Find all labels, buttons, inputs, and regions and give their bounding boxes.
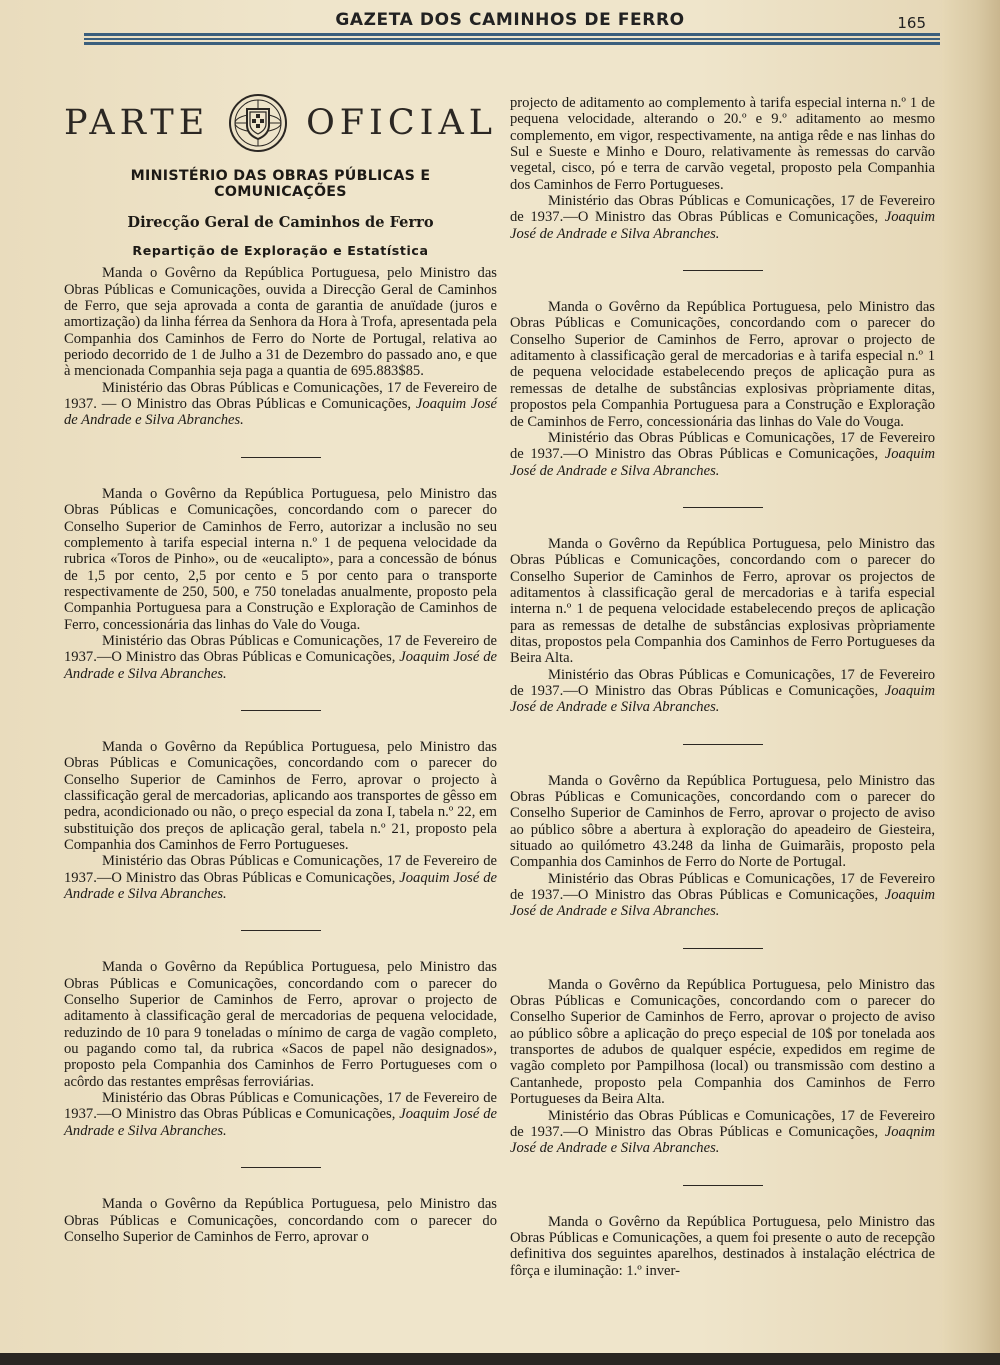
decree-dateline: Ministério das Obras Públicas e Comunicações, 17 de Fevereiro de 1937.—O Ministro das Obras Públicas e Comunicações, Joaquim José de Andrade e Silva Abranches. (64, 853, 498, 903)
left-column (64, 88, 497, 1245)
decree-dateline: Ministério das Obras Públicas e Comunicações, 17 de Fevereiro de 1937. — O Ministro das Obras Públicas e Comunicações, Joaquim José de Andrade e Silva Abranches. (64, 379, 497, 429)
page-gutter (942, 0, 1000, 1365)
department-heading: Repartição de Exploração e Estatística (132, 243, 429, 259)
decree-body: Manda o Govêrno da República Portuguesa, pelo Ministro das Obras Públicas e Comunicações, ouvida a Direcção Geral de Caminhos de Ferro, que seja aprovada a conta de garantia de anuïdade (juros e amortização) da linha férrea da Senhora da Hora à Trofa, apresentada pela Companhia dos Caminhos de Ferro do Norte de Portugal, relativa ao periodo decorrido de 1 de Julho a 31 de Dezembro do passado ano, e que à mencionada Companhia seja paga a quantia de 695.883$85. (64, 265, 497, 380)
page-number: 165 (897, 14, 926, 32)
decree-dateline: Ministério das Obras Públicas e Comunicações, 17 de Fevereiro de 1937.—O Ministro das Obras Públicas e Comunicações, Joaquim José de Andrade e Silva Abranches. (64, 632, 498, 682)
directorate-heading: Direcção Geral de Caminhos de Ferro (127, 213, 434, 231)
decree-separator (241, 1167, 321, 1168)
decree-signature: Joaqnim José de Andrade e Silva Abranches. (510, 1123, 936, 1157)
decree (510, 95, 935, 242)
decree-body: Manda o Govêrno da República Portuguesa, pelo Ministro das Obras Públicas e Comunicações, concordando com o parecer do Conselho Superior de Caminhos de Ferro, autorizar a inclusão no seu complemento à tarifa especial interna n.º 1 de pequena velocidade da rubrica «Toros de Pinho», ou de «eucalipto», para a concessão de bónus de 1,5 por cento, 2,5 por cento e 5 por cento para o transporte respectivamente de 250, 500, e 750 toneladas anualmente, proposto pela Companhia Portuguesa para a Construção e Exploração de Caminhos de Ferro, concessionária das linhas do Vale do Vouga. (64, 485, 497, 633)
decree-separator (683, 507, 763, 508)
decree-signature: Joaquim José de Andrade e Silva Abranches. (510, 209, 936, 242)
decree-signature: Joaquim José de Andrade e Silva Abranches. (64, 396, 497, 429)
decree-body: Manda o Govêrno da República Portuguesa, pelo Ministro das Obras Públicas e Comunicações, concordando com o parecer do Conselho Superior de Caminhos de Ferro, aprovar o projecto à classificação geral de mercadorias, aplicando aos transportes de gêsso em pedra, acondicionado ou não, o preço especial da zona I, tabela n.º 22, em substituição dos preços de aplicação geral, tabela n.º 21, proposto pela Companhia dos Caminhos de Ferro Portugueses. (64, 738, 497, 853)
decree-body: projecto de aditamento ao complemento à tarifa especial interna n.º 1 de pequena velocidade, alterando o 20.º e 9.º aditamento ao mesmo complemento, em vigor, respectivamente, na antiga rêde e nas linhas do Sul e Sueste e Minho e Douro, relativamente às remessas do carvão vegetal, cisco, pó e terra de carvão vegetal, proposto pela Companhia dos Caminhos de Ferro Portugueses. (510, 95, 935, 193)
decree (64, 1196, 497, 1245)
section-title (64, 88, 497, 158)
running-title: GAZETA DOS CAMINHOS DE FERRO (335, 10, 685, 30)
decree-dateline: Ministério das Obras Públicas e Comunicações, 17 de Fevereiro de 1937.—O Ministro das Obras Públicas e Comunicações, Joaquim José de Andrade e Silva Abranches. (510, 429, 936, 479)
decree-body: Manda o Govêrno da República Portuguesa, pelo Ministro das Obras Públicas e Comunicações, concordando com o parecer do Conselho Superior de Caminhos de Ferro, aprovar o (64, 1196, 497, 1245)
decree-separator (241, 457, 321, 458)
header-rule (84, 33, 940, 45)
coat-of-arms-icon (228, 93, 288, 153)
decree (64, 265, 497, 428)
decree-body: Manda o Govêrno da República Portuguesa, pelo Ministro das Obras Públicas e Comunicações, a quem foi presente o auto de recepção definitiva dos seguintes aparelhos, destinados à instalação eléctrica de fôrça e iluminação: 1.º inver- (510, 1213, 935, 1279)
decree-dateline: Ministério das Obras Públicas e Comunicações, 17 de Fevereiro de 1937.—O Ministro das Obras Públicas e Comunicações, Joaquim José de Andrade e Silva Abranches. (510, 193, 936, 242)
decree (510, 299, 935, 479)
decree-separator (241, 930, 321, 931)
page-bottom-edge (0, 1353, 1000, 1365)
decree-dateline: Ministério das Obras Públicas e Comunicações, 17 de Fevereiro de 1937.—O Ministro das Obras Públicas e Comunicações, Joaquim José de Andrade e Silva Abranches. (510, 870, 936, 920)
decree (64, 739, 497, 902)
decree (510, 1214, 935, 1279)
decree-separator (683, 948, 763, 949)
decree (64, 486, 497, 682)
decree-body: Manda o Govêrno da República Portuguesa, pelo Ministro das Obras Públicas e Comunicações, concordando com o parecer do Conselho Superior de Caminhos de Ferro, aprovar o projecto de aviso ao público sôbre a abertura à exploração do apeadeiro de Giesteira, situado ao quilómetro 43.248 da linha de Guimarãis, proposto pela Companhia dos Caminhos de Ferro do Norte de Portugal. (510, 772, 935, 871)
decree-separator (683, 744, 763, 745)
decree-body: Manda o Govêrno da República Portuguesa, pelo Ministro das Obras Públicas e Comunicações, concordando com o parecer do Conselho Superior de Caminhos de Ferro, aprovar o projecto de aditamento à classificação geral de mercadorias de pequena velocidade, reduzindo de 10 para 9 toneladas o mínimo de carga de vagão completo, ou pagando como tal, da rubrica «Sacos de papel não designados», proposto pela Companhia dos Caminhos de Ferro Portugueses com o acôrdo das restantes emprêsas ferroviárias. (64, 959, 497, 1090)
decree-dateline: Ministério das Obras Públicas e Comunicações, 17 de Fevereiro de 1937.—O Ministro das Obras Públicas e Comunicações, Joaquim José de Andrade e Silva Abranches. (510, 666, 936, 716)
decree-separator (683, 270, 763, 271)
decree-body: Manda o Govêrno da República Portuguesa, pelo Ministro das Obras Públicas e Comunicações, concordando com o parecer do Conselho Superior de Caminhos de Ferro, aprovar os projectos de aditamentos à classificação geral de mercadorias e à tarifa especial interna n.º 1 de pequena velocidade estabelecendo preços de aplicação para as remessas de detalhe de substâncias explosivas pròpriamente ditas, propostos pela Companhia dos Caminhos de Ferro Portugueses da Beira Alta. (510, 535, 935, 667)
section-title-word-parte: PARTE (64, 102, 210, 143)
decree (510, 536, 935, 716)
decree-separator (241, 710, 321, 711)
decree-signature: Joaquim José de Andrade e Silva Abranches. (64, 1106, 498, 1139)
decree-signature: Joaquim José de Andrade e Silva Abranches. (64, 649, 498, 682)
decree-dateline: Ministério das Obras Públicas e Comunicações, 17 de Fevereiro de 1937.—O Ministro das Obras Públicas e Comunicações, Joaqnim José de Andrade e Silva Abranches. (510, 1107, 936, 1157)
right-column (510, 95, 935, 1279)
ministry-heading: MINISTÉRIO DAS OBRAS PÚBLICAS E COMUNICAÇÕES (130, 168, 431, 201)
decree-dateline: Ministério das Obras Públicas e Comunicações, 17 de Fevereiro de 1937.—O Ministro das Obras Públicas e Comunicações, Joaquim José de Andrade e Silva Abranches. (64, 1090, 498, 1139)
section-title-word-oficial: OFICIAL (306, 102, 497, 143)
decree-signature: Joaquim José de Andrade e Silva Abranches. (510, 446, 936, 479)
decree-body: Manda o Govêrno da República Portuguesa, pelo Ministro das Obras Públicas e Comunicações, concordando com o parecer do Conselho Superior de Caminhos de Ferro, aprovar o projecto de aviso ao público sôbre a aplicação do preço especial de 10$ por tonelada aos transportes de adubos de qualquer espécie, expedidos em regime de vagão completo por Pampilhosa (local) ou transmissão com destino a Cantanhede, proposto pela Companhia dos Caminhos de Ferro Portugueses da Beira Alta. (510, 976, 935, 1108)
decree (64, 959, 497, 1139)
decree-body: Manda o Govêrno da República Portuguesa, pelo Ministro das Obras Públicas e Comunicações, concordando com o parecer do Conselho Superior de Caminhos de Ferro, aprovar o projecto de aditamento à classificação geral de mercadorias e à tarifa especial n.º 1 de pequena velocidade estabelecendo preços de aplicação pura as remessas de detalhe de substâncias explosivas pròpriamente ditas, propostos pela Companhia Portuguesa para a Construção e Exploração de Caminhos de Ferro, concessionária das linhas do Vale do Vouga. (510, 299, 935, 430)
decree (510, 773, 935, 920)
decree-signature: Joaquim José de Andrade e Silva Abranches. (64, 869, 498, 903)
decree-signature: Joaquim José de Andrade e Silva Abranches. (510, 682, 936, 716)
decree (510, 977, 935, 1157)
decree-separator (683, 1185, 763, 1186)
decree-signature: Joaquim José de Andrade e Silva Abranches. (510, 887, 936, 920)
